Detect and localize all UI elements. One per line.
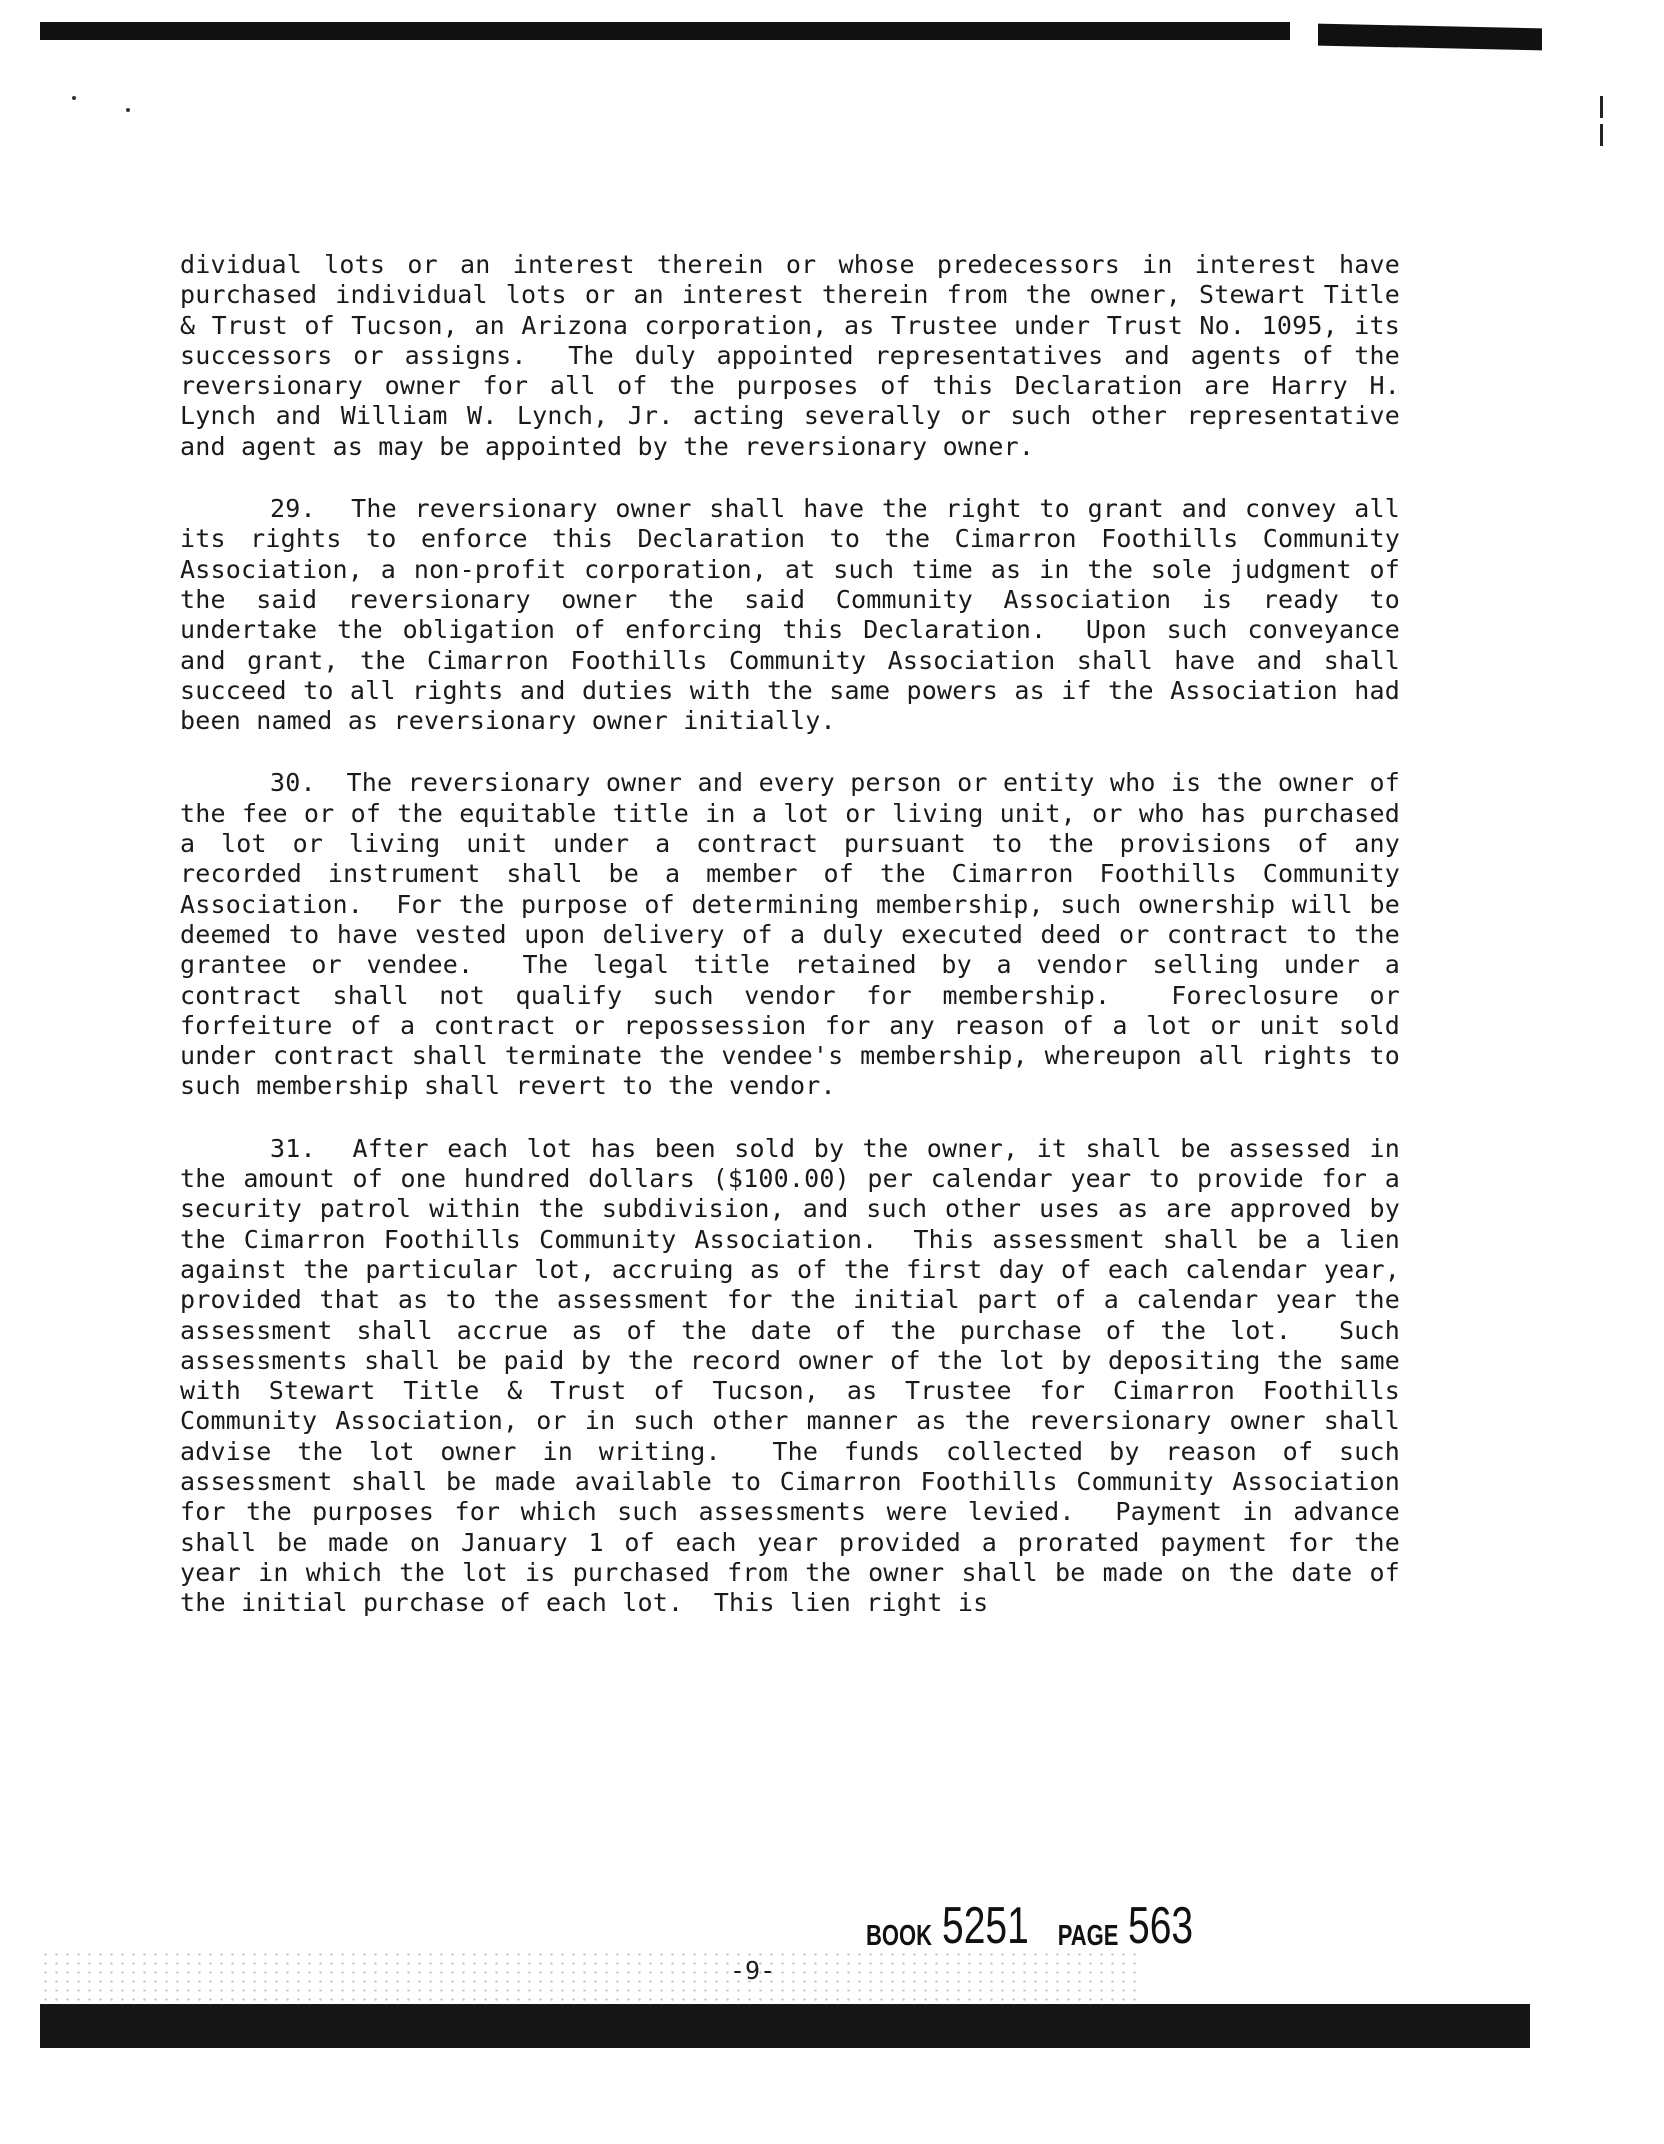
- scan-speck: [72, 96, 76, 100]
- book-label: BOOK: [866, 1919, 932, 1952]
- top-scan-border-right: [1318, 24, 1542, 51]
- top-scan-border: [40, 22, 1290, 40]
- margin-mark: [1600, 124, 1603, 146]
- page-label: PAGE: [1057, 1919, 1119, 1952]
- document-body: [180, 250, 1416, 1650]
- paragraph-30: 30. The reversionary owner and every person or entity who is the owner of the fee or of the equitable title in a lot or living unit, or who has purchased a lot or living unit under a contract pursuant to the provisions of any recorded instrument shall be a member of the Cimarron Foothills Community Association. For the purpose of determining membership, such ownership will be deemed to have vested upon delivery of a duly executed deed or contract to the grantee or vendee. The legal title retained by a vendor selling under a contract shall not qualify such vendor for membership. Foreclosure or forfeiture of a contract or repossession for any reason of a lot or unit sold under contract shall terminate the vendee's membership, whereupon all rights to such membership shall revert to the vendor.: [180, 768, 1416, 1101]
- page-number: -9-: [730, 1956, 776, 1985]
- recording-stamp: [866, 1896, 1215, 1956]
- paragraph-29: 29. The reversionary owner shall have the right to grant and convey all its rights to enforce this Declaration to the Cimarron Foothills Community Association, a non-profit corporation, at such time as in the sole judgment of the said reversionary owner the said Community Association is ready to undertake the obligation of enforcing this Declaration. Upon such conveyance and grant, the Cimarron Foothills Community Association shall have and shall succeed to all rights and duties with the same powers as if the Association had been named as reversionary owner initially.: [180, 494, 1416, 736]
- bottom-scan-border: [40, 2004, 1530, 2048]
- scan-noise: [40, 1950, 1140, 2006]
- scan-speck: [126, 108, 130, 112]
- paragraph-31: 31. After each lot has been sold by the owner, it shall be assessed in the amount of one hundred dollars ($100.00) per calendar year to provide for a security patrol within the subdivision, and such other uses as are approved by the Cimarron Foothills Community Association. This assessment shall be a lien against the particular lot, accruing as of the first day of each calendar year, provided that as to the assessment for the initial part of a calendar year the assessment shall accrue as of the date of the purchase of the lot. Such assessments shall be paid by the record owner of the lot by depositing the same with Stewart Title & Trust of Tucson, as Trustee for Cimarron Foothills Community Association, or in such other manner as the reversionary owner shall advise the lot owner in writing. The funds collected by reason of such assessment shall be made available to Cimarron Foothills Community Association for the purposes for which such assessments were levied. Payment in advance shall be made on January 1 of each year provided a prorated payment for the year in which the lot is purchased from the owner shall be made on the date of the initial purchase of each lot. This lien right is: [180, 1133, 1416, 1618]
- paragraph-28-continued: dividual lots or an interest therein or whose predecessors in interest have purchased individual lots or an interest therein from the owner, Stewart Title & Trust of Tucson, an Arizona corporation, as Trustee under Trust No. 1095, its successors or assigns. The duly appointed representatives and agents of the reversionary owner for all of the purposes of this Declaration are Harry H. Lynch and William W. Lynch, Jr. acting severally or such other representative and agent as may be appointed by the reversionary owner.: [180, 250, 1416, 461]
- book-number: 5251: [942, 1897, 1029, 1955]
- margin-mark: [1600, 96, 1603, 118]
- page-reference: 563: [1128, 1897, 1194, 1955]
